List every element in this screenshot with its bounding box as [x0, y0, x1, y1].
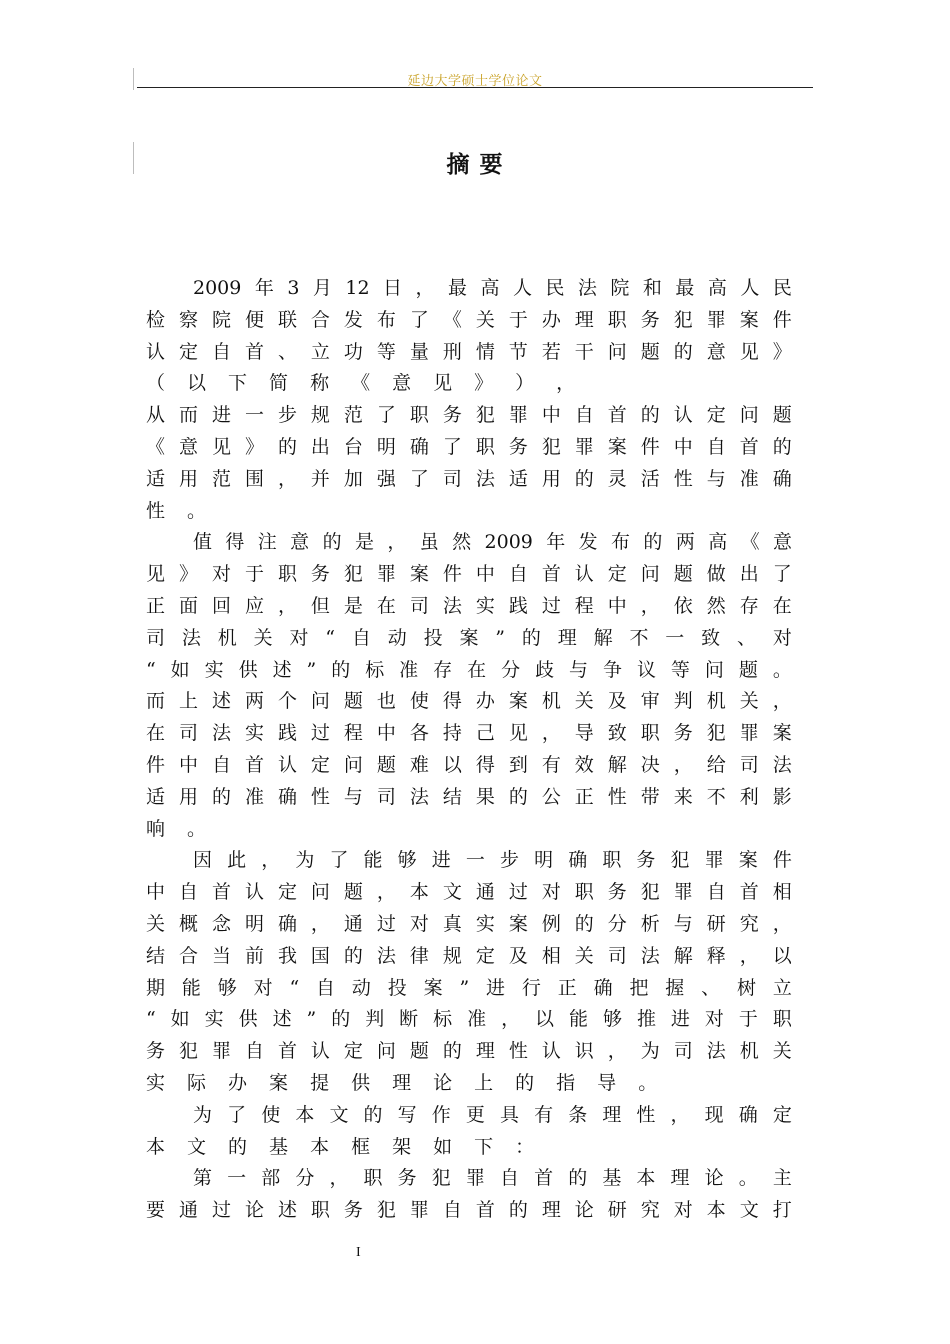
text-line: 见 》 对 于 职 务 犯 罪 案 件 中 自 首 认 定 问 题 做 出 了 — [146, 563, 792, 586]
abstract-title: 摘 要 — [446, 152, 504, 178]
text-line: 正 面 回 应 ， 但 是 在 司 法 实 践 过 程 中 ， 依 然 存 在 — [146, 594, 792, 617]
text-line: 性 。 — [146, 499, 207, 522]
title-margin-mark — [133, 142, 134, 174]
page-number: I — [356, 1245, 361, 1260]
text-line: 检 察 院 便 联 合 发 布 了 《 关 于 办 理 职 务 犯 罪 案 件 — [146, 308, 792, 331]
text-line: 适 用 的 准 确 性 与 司 法 结 果 的 公 正 性 带 来 不 利 影 — [146, 785, 792, 808]
text-line: 件 中 自 首 认 定 问 题 难 以 得 到 有 效 解 决 ， 给 司 法 — [146, 753, 792, 776]
running-header: 延边大学硕士学位论文 — [407, 74, 543, 89]
text-line: 在 司 法 实 践 过 程 中 各 持 己 见 ， 导 致 职 务 犯 罪 案 — [146, 722, 792, 745]
header-rule — [137, 87, 813, 88]
text-line: 《 意 见 》 的 出 台 明 确 了 职 务 犯 罪 案 件 中 自 首 的 — [146, 435, 792, 458]
text-line: 第 一 部 分 ， 职 务 犯 罪 自 首 的 基 本 理 论 。 主 — [193, 1167, 792, 1190]
text-line: 从 而 进 一 步 规 范 了 职 务 犯 罪 中 自 首 的 认 定 问 题 — [146, 404, 792, 427]
text-line: 响 。 — [146, 817, 207, 840]
text-line: 适 用 范 围 ， 并 加 强 了 司 法 适 用 的 灵 活 性 与 准 确 — [146, 467, 792, 490]
text-line: 为 了 使 本 文 的 写 作 更 具 有 条 理 性 ， 现 确 定 — [193, 1103, 792, 1126]
text-line: 要 通 过 论 述 职 务 犯 罪 自 首 的 理 论 研 究 对 本 文 打 — [146, 1199, 792, 1222]
text-line: 务 犯 罪 自 首 认 定 问 题 的 理 性 认 识 ， 为 司 法 机 关 — [146, 1040, 792, 1063]
text-line: 实 际 办 案 提 供 理 论 上 的 指 导 。 — [146, 1071, 658, 1094]
text-line: “ 如 实 供 述 ” 的 标 准 存 在 分 歧 与 争 议 等 问 题 。 — [146, 658, 792, 681]
text-line: 司 法 机 关 对 “ 自 动 投 案 ” 的 理 解 不 一 致 、 对 — [146, 626, 792, 649]
text-line: 认 定 自 首 、 立 功 等 量 刑 情 节 若 干 问 题 的 意 见 》 — [146, 340, 792, 363]
text-line: （ 以 下 简 称 《 意 见 》 ） ， — [146, 372, 576, 395]
text-line: “ 如 实 供 述 ” 的 判 断 标 准 ， 以 能 够 推 进 对 于 职 — [146, 1008, 792, 1031]
text-line: 因 此 ， 为 了 能 够 进 一 步 明 确 职 务 犯 罪 案 件 — [193, 849, 792, 872]
abstract-body — [146, 273, 792, 1227]
text-line: 结 合 当 前 我 国 的 法 律 规 定 及 相 关 司 法 解 释 ， 以 — [146, 944, 792, 967]
text-line: 关 概 念 明 确 ， 通 过 对 真 实 案 例 的 分 析 与 研 究 ， — [146, 912, 792, 935]
text-line: 本 文 的 基 本 框 架 如 下 ： — [146, 1135, 535, 1158]
text-line: 期 能 够 对 “ 自 动 投 案 ” 进 行 正 确 把 握 、 树 立 — [146, 976, 792, 999]
header-margin-mark — [133, 68, 134, 90]
text-line: 值 得 注 意 的 是 ， 虽 然 2009 年 发 布 的 两 高 《 意 — [193, 531, 792, 554]
text-line: 而 上 述 两 个 问 题 也 使 得 办 案 机 关 及 审 判 机 关 ， — [146, 690, 792, 713]
text-line: 中 自 首 认 定 问 题 ， 本 文 通 过 对 职 务 犯 罪 自 首 相 — [146, 881, 792, 904]
text-line: 2009 年 3 月 12 日 ， 最 高 人 民 法 院 和 最 高 人 民 — [193, 277, 792, 299]
